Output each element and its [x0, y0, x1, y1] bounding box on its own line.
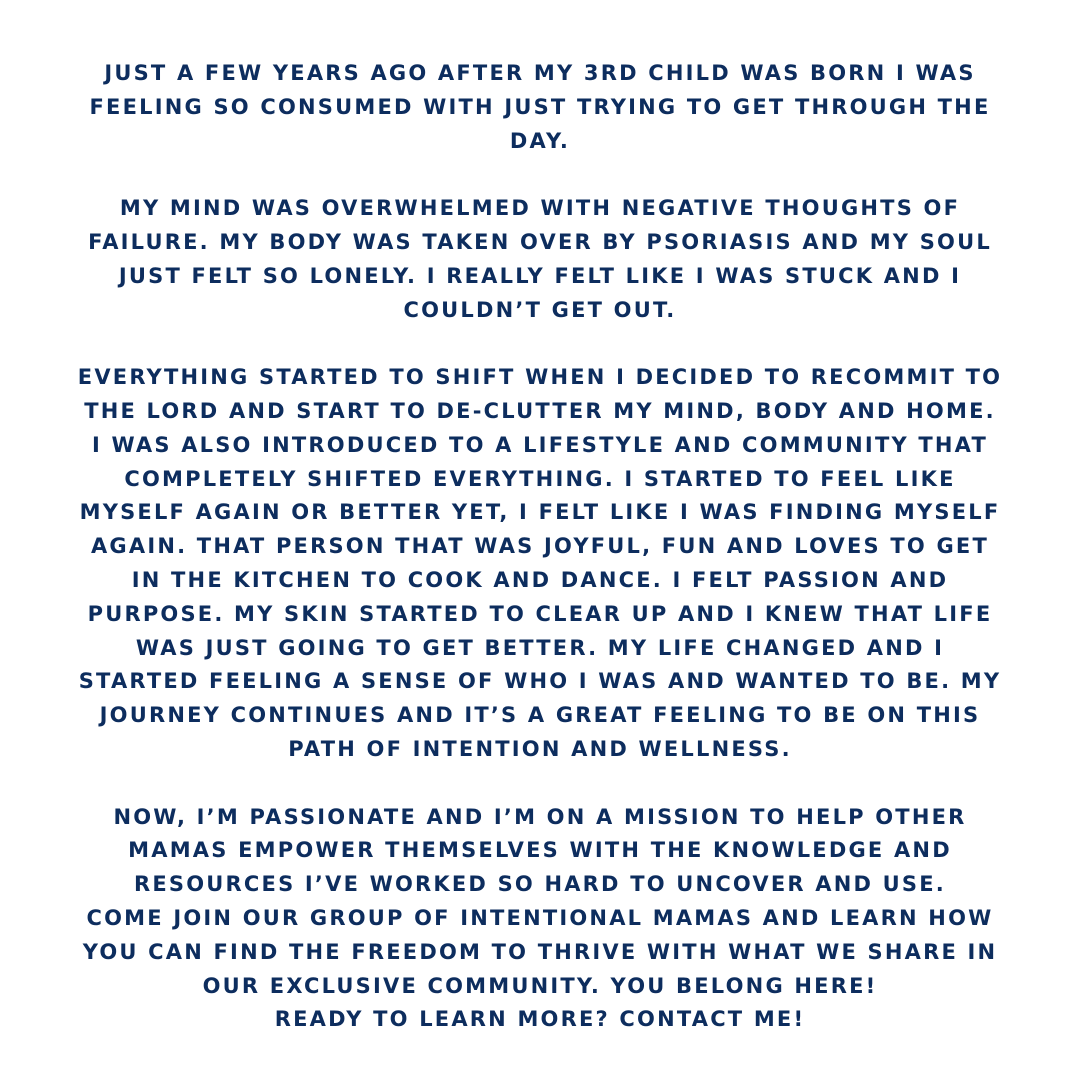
struggle-paragraph: MY MIND WAS OVERWHELMED WITH NEGATIVE THOUGHTS OF FAILURE. MY BODY WAS TAKEN OVER BY PSORIASIS AND MY SOUL JUST FELT SO LONELY. I REALLY FELT LIKE I WAS STUCK AND I COULDN’T GET OUT.: [88, 196, 992, 322]
intro-paragraph: JUST A FEW YEARS AGO AFTER MY 3RD CHILD WAS BORN I WAS FEELING SO CONSUMED WITH JUST TRYING TO GET THROUGH THE DAY.: [89, 61, 991, 153]
transformation-paragraph: EVERYTHING STARTED TO SHIFT WHEN I DECIDED TO RECOMMIT TO THE LORD AND START TO DE-CLUTTER MY MIND, BODY AND HOME. I WAS ALSO INTRODUCED TO A LIFESTYLE AND COMMUNITY THAT COMPLETELY SHIFTED EVERYTHING. I STARTED TO FEEL LIKE MYSELF AGAIN OR BETTER YET, I FELT LIKE I WAS FINDING MYSELF AGAIN. THAT PERSON THAT WAS JOYFUL, FUN AND LOVES TO GET IN THE KITCHEN TO COOK AND DANCE. I FELT PASSION AND PURPOSE. MY SKIN STARTED TO CLEAR UP AND I KNEW THAT LIFE WAS JUST GOING TO GET BETTER. MY LIFE CHANGED AND I STARTED FEELING A SENSE OF WHO I WAS AND WANTED TO BE. MY JOURNEY CONTINUES AND IT’S A GREAT FEELING TO BE ON THIS PATH OF INTENTION AND WELLNESS.: [77, 365, 1003, 761]
mission-paragraph: NOW, I’M PASSIONATE AND I’M ON A MISSION TO HELP OTHER MAMAS EMPOWER THEMSELVES WITH THE KNOWLEDGE AND RESOURCES I’VE WORKED SO HARD TO UNCOVER AND USE. COME JOIN OUR GROUP OF INTENTIONAL MAMAS AND LEARN HOW YOU CAN FIND THE FREEDOM TO THRIVE WITH WHAT WE SHARE IN OUR EXCLUSIVE COMMUNITY. YOU BELONG HERE! READY TO LEARN MORE? CONTACT ME!: [82, 804, 998, 1032]
